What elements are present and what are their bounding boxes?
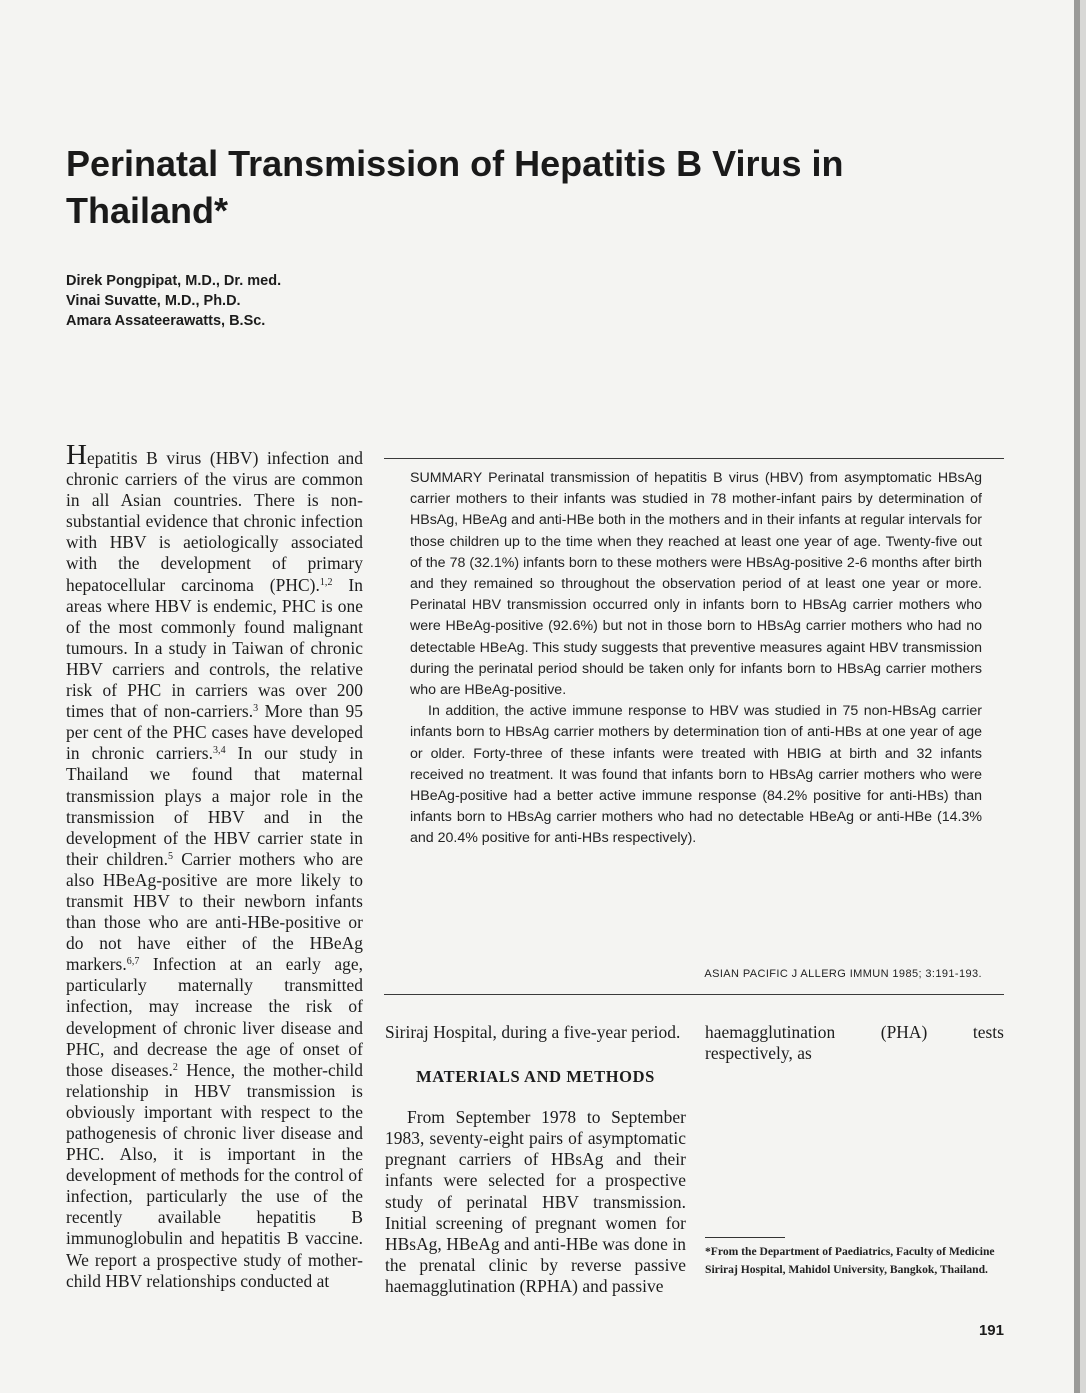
- methods-continuation: haemagglutination (PHA) tests respectively, as: [705, 1022, 1004, 1064]
- footnote-rule: [705, 1237, 785, 1238]
- page-number: 191: [978, 1322, 1004, 1339]
- author-name: Amara Assateerawatts, B.Sc.: [66, 313, 266, 329]
- reference-marker: 2: [172, 1061, 178, 1073]
- reference-marker: 3,4: [212, 745, 226, 757]
- author-list: [66, 271, 281, 331]
- summary-paragraph: SUMMARY Perinatal transmission of hepatitis B virus (HBV) from asymptomatic HBsAg carrier mothers to their infants was studied in 78 mother-infant pairs by determination of HBsAg, HBeAg and anti-HBe both in the mothers and in their infants at regular intervals for those children up to the time when they reached at least one year of age. Twenty-five out of the 78 (32.1%) infants born to these mothers were HBsAg-positive 2-6 months after birth and they remained so throughout the observation period of at least one year or more. Perinatal HBV transmission occurred only in infants born to HBsAg carrier mothers who were HBeAg-positive (92.6%) but not in those born to HBsAg carrier mothers who had no detectable HBeAg. This study suggests that preventive measures againt HBV transmission during the perinatal period should be taken only for infants born to HBsAg carrier mothers who are HBeAg-positive.: [410, 470, 982, 699]
- reference-marker: 1,2: [319, 576, 333, 588]
- intro-paragraph: Hepatitis B virus (HBV) infection and chronic carriers of the virus are common in all Asian countries. There is non-substantial evidence that chronic infection with HBV is aetiologically associated with the development of primary hepatocellular carcinoma (PHC).$^{1,2}$ In areas where HBV is endemic, PHC is one of the most commonly found malignant tumours. In a study in Taiwan of chronic HBV carriers and controls, the relative risk of PHC in carriers was over 200 times that of non-carriers.$^3$ More than 95 per cent of the PHC cases have developed in chronic carriers.$^{3,4}$ In our study in Thailand we found that maternal transmission plays a major role in the transmission of HBV and in the development of the HBV carrier state in their children.$^5$ Carrier mothers who are also HBeAg-positive are more likely to transmit HBV to their newborn infants than those who are anti-HBe-positive or do not have either of the HBeAg markers.$^{6,7}$ Infection at an early age, particularly maternally transmitted infection, may increase the risk of development of chronic liver disease and PHC, and decrease the age of onset of those diseases.$^2$ Hence, the mother-child relationship in HBV transmission is obviously important with respect to the pathogenesis of chronic liver disease and PHC. Also, it is important in the development of methods for the control of infection, particularly the use of the recently available hepatitis B immunoglobulin and hepatitis B vaccine. We report a prospective study of mother-child HBV relationships conducted at: [66, 439, 363, 1291]
- reference-marker: 6,7: [126, 956, 140, 968]
- summary-box: [410, 468, 982, 850]
- scan-edge: [1074, 0, 1080, 1393]
- middle-column: [385, 1022, 686, 1297]
- summary-top-rule: [384, 458, 1004, 459]
- right-column: [705, 1022, 1004, 1064]
- summary-paragraph: In addition, the active immune response to HBV was studied in 75 non-HBsAg carrier infants born to HBsAg carrier mothers by determination tion of anti-HBs at one year of age or older. Forty-three of these infants were treated with HBIG at birth and 32 infants received no treatment. It was found that infants born to HBsAg carrier mothers who were HBeAg-positive had a better active immune response (84.2% positive for anti-HBs) than infants born to HBsAg carrier mothers who had no detectable HBeAg or anti-HBe (14.3% and 20.4% positive for anti-HBs respectively).: [410, 703, 982, 847]
- intro-column: [66, 439, 363, 1292]
- author-name: Direk Pongpipat, M.D., Dr. med.: [66, 273, 282, 289]
- journal-citation: ASIAN PACIFIC J ALLERG IMMUN 1985; 3:191-193.: [704, 968, 982, 980]
- section-heading: MATERIALS AND METHODS: [416, 1067, 655, 1087]
- summary-bottom-rule: [384, 994, 1004, 995]
- reference-marker: 3: [253, 703, 259, 715]
- author-name: Vinai Suvatte, M.D., Ph.D.: [66, 293, 241, 309]
- methods-paragraph: From September 1978 to September 1983, seventy-eight pairs of asymptomatic pregnant carriers of HBsAg and their infants were selected for a prospective study of perinatal HBV transmission. Initial screening of pregnant women for HBsAg, HBeAg and anti-HBe was done in the prenatal clinic by reverse passive haemagglutination (RPHA) and passive: [385, 1107, 686, 1296]
- reference-marker: 5: [168, 850, 174, 862]
- drop-cap: H: [66, 439, 87, 471]
- affiliation-footnote: *From the Department of Paediatrics, Faculty of Medicine Siriraj Hospital, Mahidol University, Bangkok, Thailand.: [705, 1245, 995, 1276]
- intro-continuation: Siriraj Hospital, during a five-year period.: [385, 1022, 681, 1042]
- article-title: Perinatal Transmission of Hepatitis B Virus in Thailand*: [66, 143, 844, 231]
